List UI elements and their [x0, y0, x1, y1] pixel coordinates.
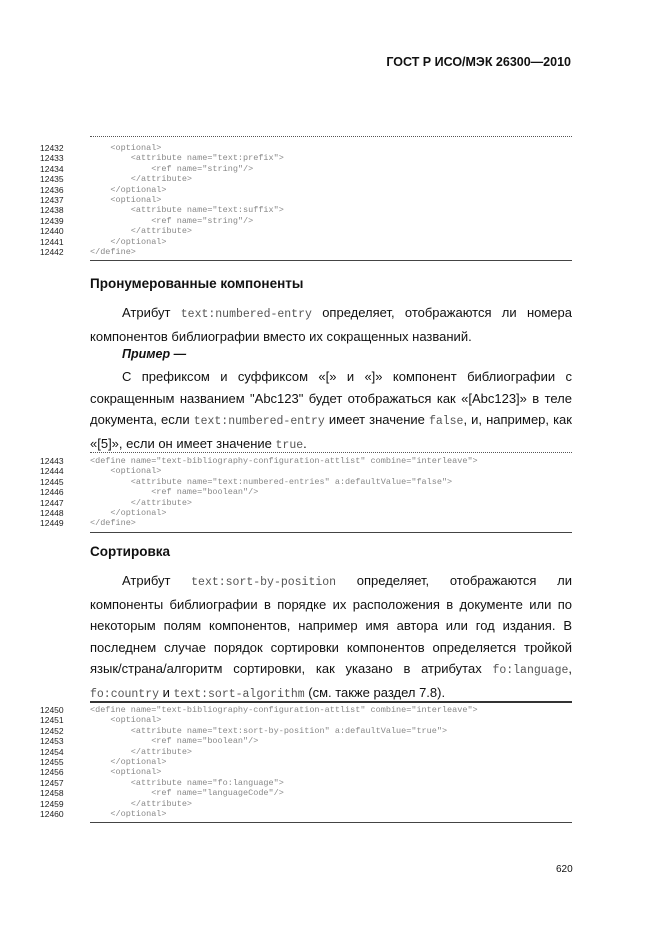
code-line	[40, 518, 572, 528]
code-line	[40, 247, 572, 257]
code-line	[40, 143, 572, 153]
page-number: 620	[556, 864, 573, 875]
line-number: 12437	[40, 194, 64, 205]
code-block-3	[40, 701, 572, 823]
line-number: 12436	[40, 184, 64, 195]
code-line	[40, 508, 572, 518]
code-text: <optional>	[90, 466, 162, 477]
code-text: </attribute>	[90, 497, 193, 508]
code-line	[40, 185, 572, 195]
code-line	[40, 466, 572, 476]
code-text: <optional>	[90, 143, 162, 153]
line-number: 12433	[40, 153, 64, 164]
paragraph: Атрибут text:numbered-entry определяет, отображаются ли номера компонентов библиографии вместо их сокращенных названий.	[90, 305, 572, 344]
code-text: <ref name="string"/>	[90, 163, 254, 174]
code-line	[40, 726, 572, 736]
code-line	[40, 757, 572, 767]
line-number: 12453	[40, 736, 64, 747]
line-number: 12442	[40, 246, 64, 257]
code-text: </optional>	[90, 808, 167, 819]
paragraph: Атрибут text:sort-by-position определяет, отображаются ли компоненты библиографии в порядке их расположения в документе или по некоторым полям компонентов, например имя автора или год издания. В последнем случае порядок сортировки компонентов определяется тройкой язык/страна/алгоритм сортировки, как указано в атрибутах fo:language, fo:country и text:sort-algorithm (см. также раздел 7.8).	[90, 573, 572, 701]
line-number: 12452	[40, 725, 64, 736]
code-block-1	[40, 136, 572, 261]
line-number: 12435	[40, 174, 64, 185]
code-line	[40, 705, 572, 715]
code-line	[40, 237, 572, 247]
code-line	[40, 767, 572, 777]
line-number: 12445	[40, 476, 64, 487]
line-number: 12440	[40, 226, 64, 237]
code-text: </optional>	[90, 507, 167, 518]
code-text: <optional>	[90, 715, 162, 726]
code-text: </optional>	[90, 756, 167, 767]
line-number: 12448	[40, 507, 64, 518]
code-text: </attribute>	[90, 746, 193, 757]
line-number: 12443	[40, 456, 64, 466]
code-text: <attribute name="text:sort-by-position" a:defaultValue="true">	[90, 725, 448, 736]
line-number: 12454	[40, 746, 64, 757]
code-text: </optional>	[90, 184, 167, 195]
code-line	[40, 736, 572, 746]
code-line	[40, 747, 572, 757]
line-number: 12447	[40, 497, 64, 508]
code-text: </optional>	[90, 236, 167, 247]
line-number: 12438	[40, 205, 64, 216]
line-number: 12439	[40, 215, 64, 226]
line-number: 12451	[40, 715, 64, 726]
line-number: 12444	[40, 466, 64, 477]
code-text: <attribute name="text:prefix">	[90, 153, 284, 164]
line-number: 12460	[40, 808, 64, 819]
code-text: <optional>	[90, 194, 162, 205]
code-text: <optional>	[90, 767, 162, 778]
example-label: Пример —	[122, 347, 187, 361]
code-text: </attribute>	[90, 174, 193, 185]
section-heading-sorting: Сортировка	[90, 544, 171, 559]
code-text: </attribute>	[90, 798, 193, 809]
line-number: 12456	[40, 767, 64, 778]
code-text: <ref name="boolean"/>	[90, 736, 259, 747]
line-number: 12432	[40, 143, 64, 153]
code-text: <ref name="boolean"/>	[90, 487, 259, 498]
line-number: 12450	[40, 705, 64, 715]
line-number: 12459	[40, 798, 64, 809]
code-line	[40, 205, 572, 215]
code-text: <attribute name="text:suffix">	[90, 205, 284, 216]
code-line	[40, 456, 572, 466]
code-text: <ref name="string"/>	[90, 215, 254, 226]
line-number: 12457	[40, 777, 64, 788]
code-line	[40, 195, 572, 205]
line-number: 12458	[40, 788, 64, 799]
code-line	[40, 498, 572, 508]
code-text: <define name="text-bibliography-configuration-attlist" combine="interleave">	[90, 456, 478, 466]
code-line	[40, 799, 572, 809]
line-number: 12446	[40, 487, 64, 498]
code-line	[40, 788, 572, 798]
line-number: 12449	[40, 518, 64, 529]
code-line	[40, 715, 572, 725]
code-line	[40, 153, 572, 163]
code-text: </attribute>	[90, 226, 193, 237]
code-line	[40, 778, 572, 788]
code-line	[40, 216, 572, 226]
code-text: </define>	[90, 518, 136, 529]
code-line	[40, 174, 572, 184]
code-line	[40, 226, 572, 236]
code-text: <ref name="languageCode"/>	[90, 788, 284, 799]
code-block-2	[40, 452, 572, 533]
code-text: <attribute name="fo:language">	[90, 777, 284, 788]
line-number: 12455	[40, 756, 64, 767]
code-text: </define>	[90, 246, 136, 257]
code-line	[40, 487, 572, 497]
section-heading-numbered-entries: Пронумерованные компоненты	[90, 276, 304, 291]
line-number: 12434	[40, 163, 64, 174]
code-text: <define name="text-bibliography-configuration-attlist" combine="interleave">	[90, 705, 478, 715]
line-number: 12441	[40, 236, 64, 247]
document-header: ГОСТ Р ИСО/МЭК 26300—2010	[386, 55, 571, 69]
code-text: <attribute name="text:numbered-entries" a:defaultValue="false">	[90, 476, 453, 487]
code-line	[40, 809, 572, 819]
example-paragraph: С префиксом и суффиксом «[» и «]» компонент библиографии с сокращенным названием "Abc123" будет отображаться как «[Abc123]» в теле документа, если text:numbered-entry имеет значение false, и, например, как «[5]», если он имеет значение true.	[90, 369, 572, 452]
code-line	[40, 477, 572, 487]
code-line	[40, 164, 572, 174]
